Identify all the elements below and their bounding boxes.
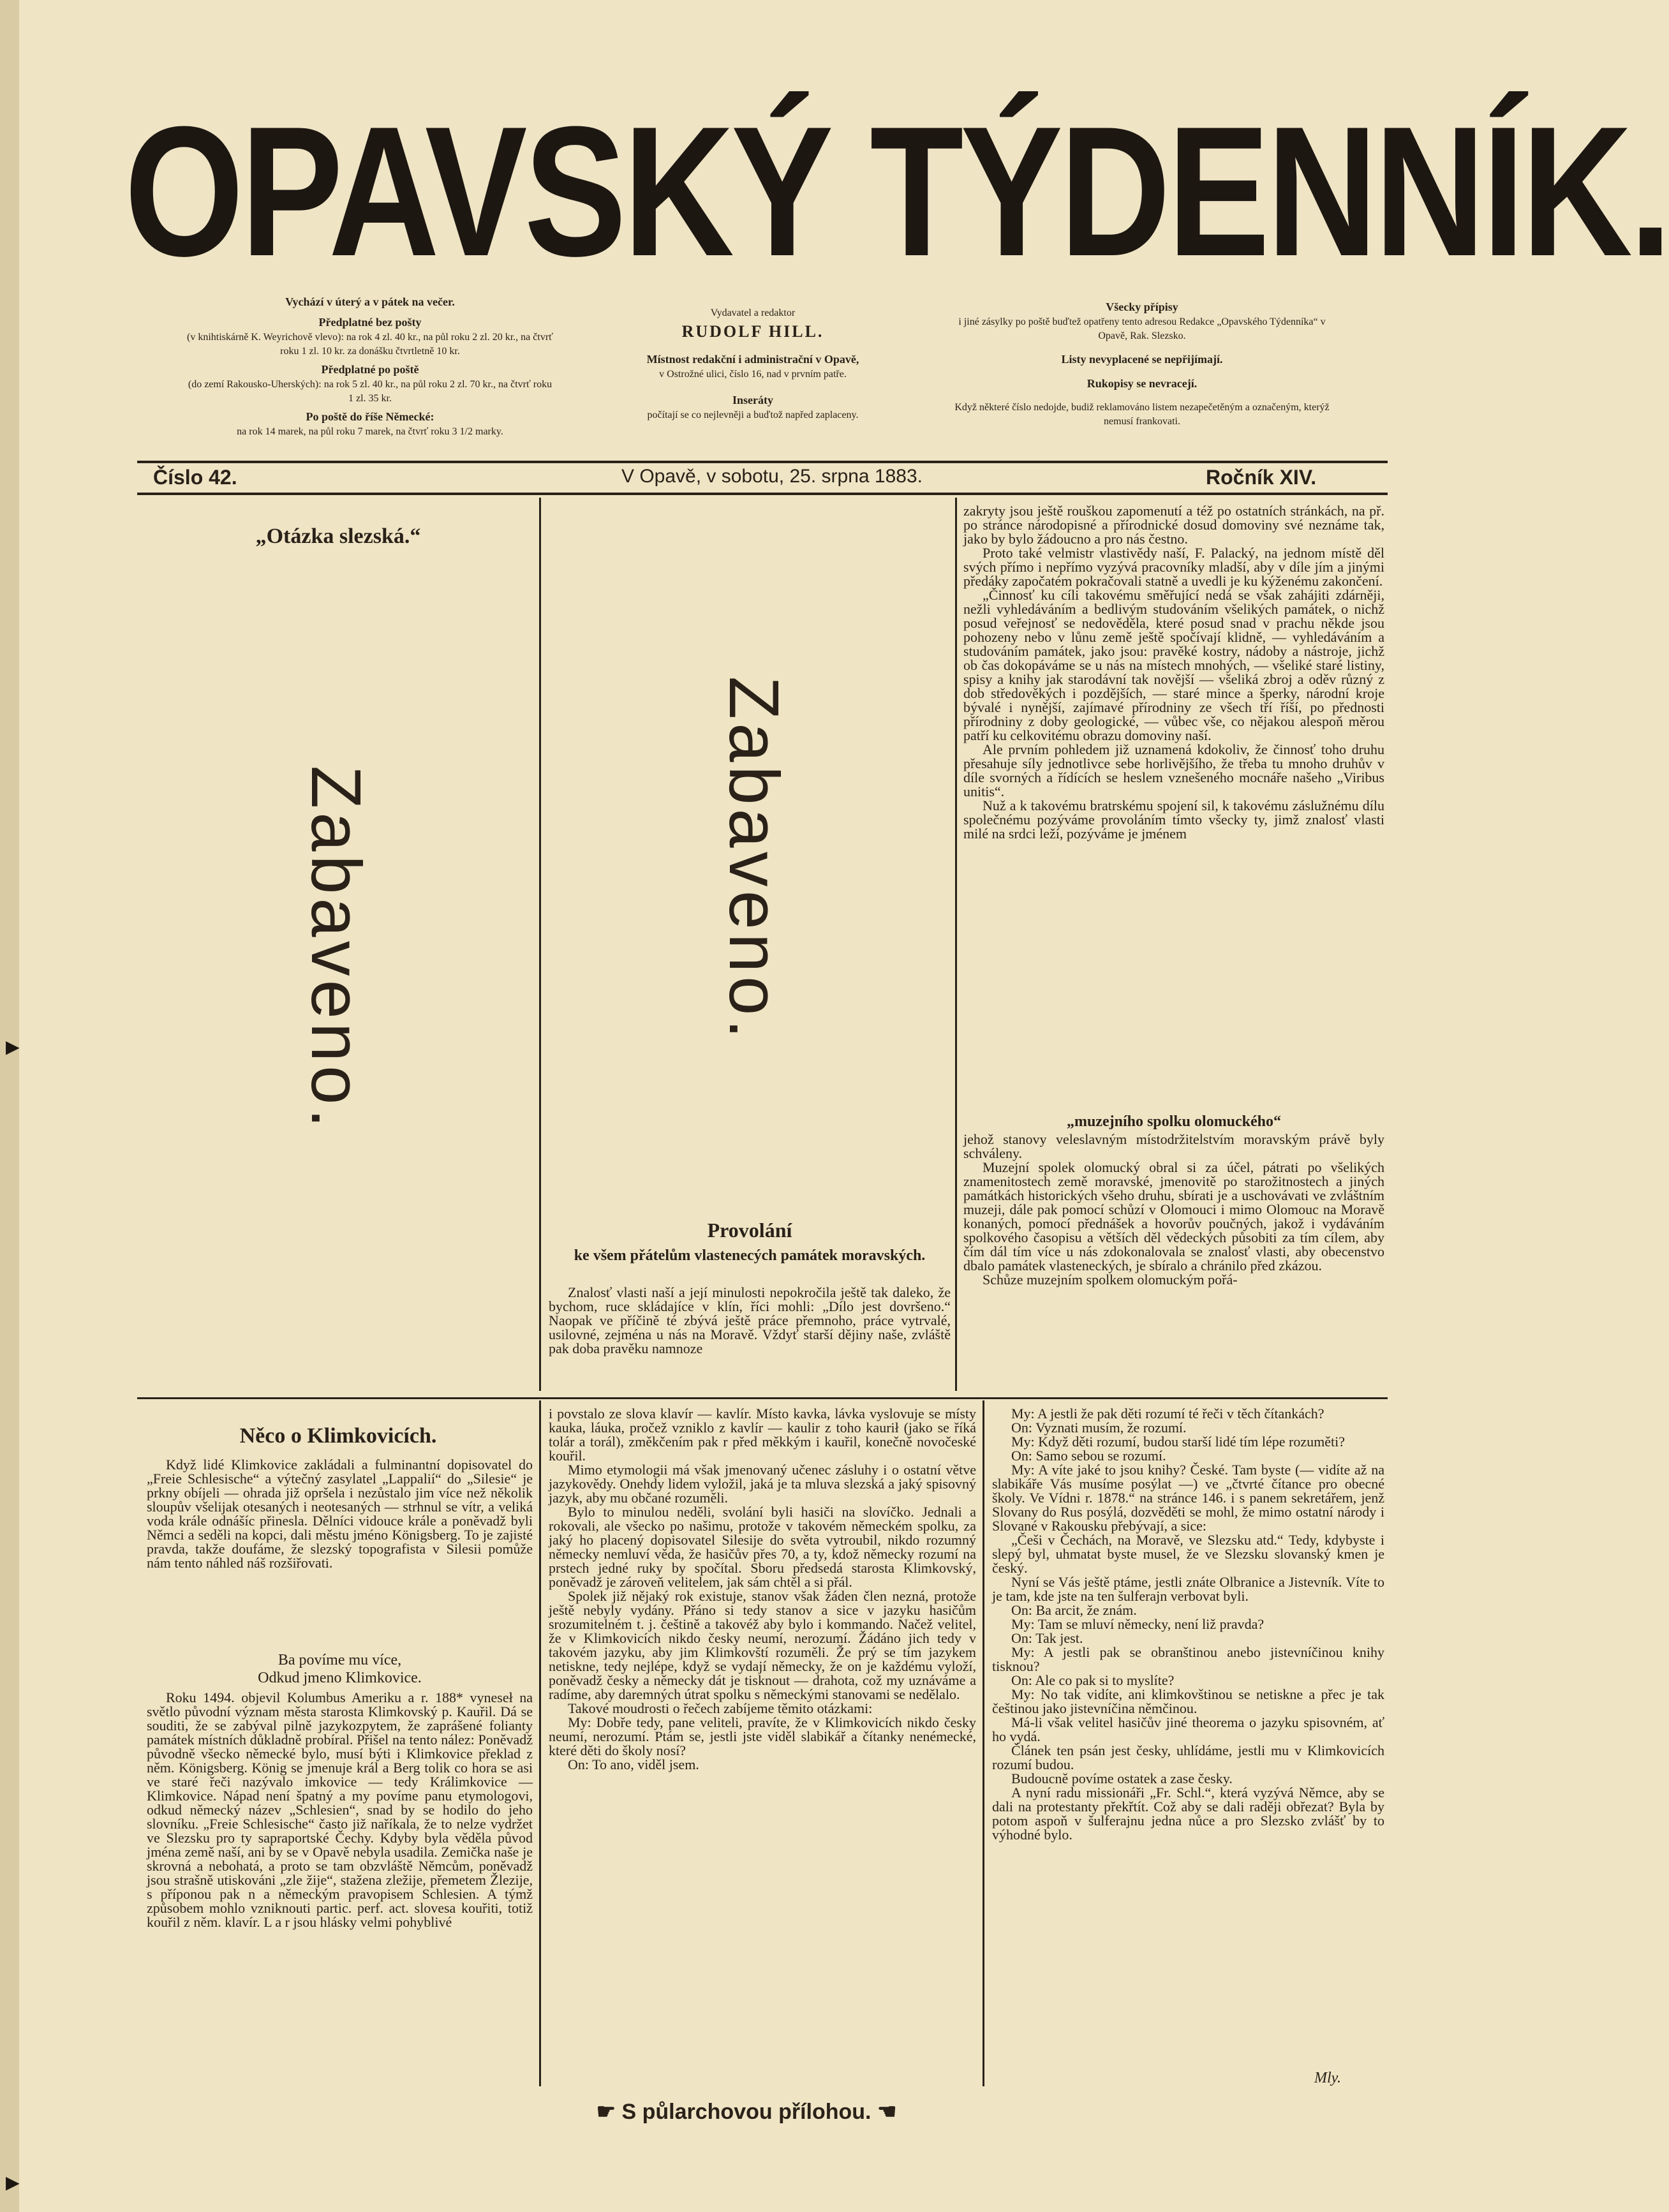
manuscripts-note: Rukopisy se nevracejí. xyxy=(1087,377,1198,390)
supplement-text: S půlarchovou přílohou. xyxy=(621,2100,872,2124)
paragraph: „Češi v Čechách, na Moravě, ve Slezsku atd.“ Tedy, kdybyste i slepý byl, uhmatat byste musel, že ve Slezsku slovanský kmen je český. xyxy=(992,1532,1384,1576)
paragraph: jehož stanovy veleslavným místodržitelstvím moravským právě byly schváleny. xyxy=(963,1131,1384,1161)
article-title-otazka: „Otázka slezská.“ xyxy=(255,524,421,548)
paragraph: Budoucně povíme ostatek a zase česky. xyxy=(1011,1770,1233,1786)
verse xyxy=(147,1651,533,1687)
article-body xyxy=(549,1407,976,2090)
paragraph: Znalosť vlasti naší a její minulosti nepokročila ještě tak daleko, že bychom, ruce skládajíce v klín, říci mohli: „Dílo jest dovršeno.“ Naopak ve příčině té zbývá ještě práce přemnoho, práce vytrvalé, usilovné, zejména u nás na Moravě. Vždyť starší dějiny naše, zvláště pak doba pravěku namnoze xyxy=(549,1284,951,1356)
issue-date: V Opavě, v sobotu, 25. srpna 1883. xyxy=(621,466,923,487)
paragraph: On: Ale co pak si to myslíte? xyxy=(1011,1672,1175,1688)
paragraph: Spolek již nějaký rok existuje, stanov však žáden člen nezná, protože ještě nebyly vydány. Přáno si tedy stanov a sice v jazyku hasičům srozumitelném t. j. češtině a takovéž aby bylo i kommando. Načež velitel, že v Klimkovicích nikdo česky neumí, nerozumí. Žádáno jich tedy v takovém jazyku, aby jim Klimkovští rozuměli. Že prý se tím jazykem netiskne, tedy nejlépe, když se vydají německy, že on je každému vyloží, poněvadž česky a německy dát je tisknout — drahota, což my uznáváme a radíme, aby daremných útrat spolku s německými stanovami se nedělalo. xyxy=(549,1588,976,1702)
page-binding-edge xyxy=(0,0,19,2212)
correspondence-title: Všecky přípisy xyxy=(1106,301,1178,313)
paragraph: Nuž a k takovému bratrskému spojení sil, k takovému záslužnému dílu společnému pozýváme provoláním tímto všecky ty, jimž znalosť vlasti milé na srdci leží, pozýváme je jménem xyxy=(963,798,1384,842)
complaint-note: Když některé číslo nedojde, budiž reklamováno listem nezapečetěným a označeným, kterýž nemusí frankovati. xyxy=(954,402,1330,427)
header-center xyxy=(593,306,912,422)
paragraph: On: To ano, viděl jsem. xyxy=(568,1756,699,1772)
section-divider xyxy=(137,1397,1388,1399)
header-right xyxy=(951,300,1333,429)
article-body xyxy=(549,1286,951,1381)
paragraph: My: A víte jaké to jsou knihy? České. Tam byste (— vidíte až na slabikáře Vás musíme posýlat —) ve „čtvrté čítance pro obecné školy. Ve Vídni r. 1878.“ na stránce 146. i s panem sekretářem, jenž Slovany do Rus posýlá, dozvěděti se mohl, že mimo ostatní národy i Slované v Rakousku přebývají, a sice: xyxy=(992,1462,1384,1534)
paragraph: On: Samo sebou se rozumí. xyxy=(1011,1448,1166,1464)
paragraph: Schůze muzejním spolkem olomuckým pořá- xyxy=(983,1272,1238,1288)
office-address: v Ostrožné ulici, číslo 16, nad v prvním patře. xyxy=(659,369,847,380)
issue-number: Číslo 42. xyxy=(153,466,237,489)
paragraph: On: Tak jest. xyxy=(1011,1630,1083,1646)
issue-volume: Ročník XIV. xyxy=(1206,466,1317,489)
supplement-notice xyxy=(536,2099,957,2125)
article-subtitle-provolani: ke všem přátelům vlastenecých památek moravských. xyxy=(574,1247,926,1264)
paragraph: Roku 1494. objevil Kolumbus Ameriku a r. 188* vyneseł na světlo původní význam města starosta Klimkovský p. Kauřil. Dá se souditi, že se zabýval pilně jazykozpytem, že zaprášené folianty památek místních důkladně probíral. Přišel na tento nález: Poněvadž původně všecko německé bylo, musí býti i Klimkovice překlad z něm. Königsberg. König se jmenuje král a Berg tolik co hora se asi ve staré řeči nazývalo imkovice — tedy Králimkovice — Klimkovice. Nápad není špatný a my povíme panu etymologovi, odkud německý název „Schlesien“, snad by se hodilo do jeho slovníku. „Freie Schlesische“ často již naříkala, že to nelze vydržet ve Slezsku pro ty sapraportské Čechy. Kdyby byla věděla původ jména země naší, ani by se v Opavě nebyla usadila. Zemička naše je skrovná a nebohatá, a proto se tam obzvláště Němcům, poněvadž jsou strašně utiskováni „zle žije“, stažena zležije, přemetem Žlezije, s příponou pak n a německým pravopisem Schlesien. A týmž způsobem mohlo vzniknouti partic. perf. act. slovesa kouřiti, totiž kouřil z něm. klavír. L a r jsou hlásky velmi pohyblivé xyxy=(147,1689,533,1930)
paragraph: „Činnosť ku cíli takovému směřující nedá se však zahájiti zdárněji, nežli vyhledáváním a bedlivým studováním všelikých památek, o nichž posud veřejnosť se nedověděla, které posud snad v prachu někde jsou pohozeny nebo v lůnu země ještě spočívají klidně, — vyhledáváním a studováním památek, jako jsou: pravěké kostry, nádoby a nástroje, jichž ob čas dokopáváme se u nás na místech mnohých, — všeliké staré listiny, spisy a knihy jak starodávní tak novější — všeliká zbroj a oděv různý z dob středověkých i pozdějších, — staré mince a šperky, národní kroje bývalé i nynější, zajímavé přírodniny ze všech tří říší, po přednosti přírodniny z doby geologické, — vůbec vše, co nějakou alespoň měrou patří ku celkovitému obrazu domoviny naší. xyxy=(963,587,1384,743)
paragraph: Bylo to minulou neděli, svolání byli hasiči na slovíčko. Jednali a rokovali, ale všecko po našimu, protože v takovém německém spolku, za jaký ho placený dopisovatel Silesije do světa vytroubil, nikdo rozumný německy nemluví věda, že hasičův přes 70, a ty, kdož německy rozumí na prstech jedné ruky by spočítal. Sboru předsedá starosta Klimkovský, poněvadž je zároveň velitelem, jak sám chtěl a si přál. xyxy=(549,1504,976,1590)
subscription-post-title: Předplatné po poště xyxy=(321,363,419,376)
subscription-post-text: (do zemí Rakousko-Uherských): na rok 5 zl. 40 kr., na půl roku 2 zl. 70 kr., na čtvrť roku 1 zl. 35 kr. xyxy=(188,379,553,404)
issue-bar-top-rule xyxy=(137,461,1388,463)
paragraph: On: Vyznati musím, že rozumí. xyxy=(1011,1420,1187,1436)
binding-arrow-icon: ► xyxy=(1,1034,24,1060)
paragraph: My: Když děti rozumí, budou starší lidé tím lépe rozuměti? xyxy=(1011,1434,1345,1450)
article-title-klimkovice: Něco o Klimkovicích. xyxy=(239,1424,437,1448)
article-body xyxy=(963,1132,1384,1388)
ads-text: počítají se co nejlevněji a buďtož napřed zaplaceny. xyxy=(647,410,859,420)
paragraph: My: Dobře tedy, pane veliteli, pravíte, že v Klimkovicích nikdo česky neumí, nerozumí. Ptám se, jestli jste viděl slabikář a čítanky nenémecké, které děti do školy nosí? xyxy=(549,1714,976,1758)
unpaid-letters-note: Listy nevyplacené se nepřijímají. xyxy=(1061,353,1223,366)
publisher-name: RUDOLF HILL. xyxy=(681,322,824,341)
article-signature: Mly. xyxy=(1314,2070,1341,2086)
article-body xyxy=(147,1691,533,2086)
masthead xyxy=(124,88,1669,295)
publisher-label: Vydavatel a redaktor xyxy=(710,308,796,318)
paragraph: My: Tam se mluví německy, není liž pravda? xyxy=(1011,1616,1265,1632)
paragraph: Takové moudrosti o řečech zabíjeme těmito otázkami: xyxy=(568,1700,873,1716)
ads-title: Inseráty xyxy=(732,394,773,406)
paragraph: i povstalo ze slova klavír — kavlír. Místo kavka, lávka vyslovuje se místy kauka, láuka, pročež vzniklo z kavlír — kaulir z toho kaurił (jako se říká tolár a torál), změkčením pak r před měkkým i kauřil, konečně novočeské kouřil. xyxy=(549,1406,976,1464)
header-left xyxy=(185,295,555,439)
article-body xyxy=(147,1458,533,1649)
paragraph: My: A jestli že pak děti rozumí té řeči v těch čítankách? xyxy=(1011,1406,1324,1421)
paragraph: My: A jestli pak se obranštinou anebo jistevníčinou knihy tisknou? xyxy=(992,1644,1384,1674)
censored-stamp: Zabaveno. xyxy=(297,766,375,1132)
paragraph: Mimo etymologii má však jmenovaný učenec zásluhy i o ostatní větve jazykovědy. Onehdy lidem vyložil, jaká je ta mluva slezská a jaký spisovný jazyk, aby mu občané rozuměli. xyxy=(549,1462,976,1506)
column-rule xyxy=(539,498,541,1391)
verse-line: Ba povíme mu více, xyxy=(278,1652,402,1668)
paragraph: On: Ba arcit, že znám. xyxy=(1011,1602,1137,1618)
masthead-title: OPAVSKÝ TÝDENNÍK. xyxy=(124,88,1669,295)
verse-line: Odkud jmeno Klimkovice. xyxy=(258,1670,422,1686)
subscription-germany-title: Po poště do říše Německé: xyxy=(306,410,434,423)
issue-bar-bottom-rule xyxy=(137,493,1388,495)
paragraph: Ale prvním pohledem již uznamená kdokoliv, že činnosť toho druhu přesahuje síly jednotlivce sebe horlivějšího, že třeba tu mnoho druhův v díle svorných a řídících se heslem vznešeného mocnáře našeho „Viribus unitis“. xyxy=(963,741,1384,799)
column-rule xyxy=(983,1400,984,2086)
subscription-local-text: (v knihtiskárně K. Weyrichově vlevo): na rok 4 zl. 40 kr., na půl roku 2 zl. 20 kr., na čtvrť roku 1 zl. 10 kr. za donášku čtvrtletně 10 kr. xyxy=(186,332,553,357)
paragraph: A nyní radu missionáři „Fr. Schl.“, která vyzývá Němce, aby se dali na protestanty překřtít. Což aby se dali raději obřezat? Byla by potom aspoň v šulferajnu jedna nůce a pro Slezsko zvlášť by to výhodné bylo. xyxy=(992,1785,1384,1843)
paragraph: Když lidé Klimkovice zakládali a fulminantní dopisovatel do „Freie Schlesische“ a výtečný zasylatel „Lappalií“ do „Silesie“ je prkny obíjeli — ohrada již opršela i nezůstalo jim více než několik sloupův všelijak otesaných i neotesaných — strhnul se vítr, a veliká voda krále odnášíc přinesla. Dělníci vidouce krále a poněvadž byli Němci a seděli na kopci, dali městu jméno Königsberg. To je zajisté pravda, takže doufáme, že slezský topografista v Silesii pomůže nám tento náhled náš rozšiřovati. xyxy=(147,1457,533,1571)
article-body xyxy=(963,504,1384,1117)
subscription-germany-text: na rok 14 marek, na půl roku 7 marek, na čtvrť roku 3 1/2 marky. xyxy=(237,426,503,437)
censored-stamp: Zabaveno. xyxy=(715,676,793,1043)
pointing-hand-icon: ☛ xyxy=(596,2100,616,2124)
correspondence-text: i jiné zásylky po poště buďtež opatřeny tento adresou Redakce „Opavského Týdenníka“ v Opavě, Rak. Slezsko. xyxy=(958,316,1326,341)
paragraph: Článek ten psán jest česky, uhlídáme, jestli mu v Klimkovicích rozumí budou. xyxy=(992,1742,1384,1772)
paragraph: Muzejní spolek olomucký obral si za účel, pátrati po všelikých znamenitostech země moravské, jmenovitě po starožitnostech a jiných památkách historických všeho druhu, sbírati je a uschovávati ve zvláštním muzeji, dále pak pomocí schůzí v Olomouci i mimo Olomouc na Moravě konaných, pomocí přednášek a hovorův poučných, jakož i vydáváním spolkového časopisu a větších děl vědeckých působiti za tím cílem, aby čím dál tím více u nás zdokonalovala se znalosť vlasti, aby obecenstvo dbalo památek vlasteneckých, je sbíralo a chránilo před zkázou. xyxy=(963,1159,1384,1273)
paragraph: Má-li však velitel hasičův jiné theorema o jazyku spisovném, ať ho vydá. xyxy=(992,1714,1384,1744)
paragraph: Nyní se Vás ještě ptáme, jestli znáte Olbranice a Jistevník. Víte to je tam, kde jste na ten šulferajn verbovat byli. xyxy=(992,1574,1384,1604)
binding-arrow-icon: ► xyxy=(1,2170,24,2195)
section-heading: „muzejního spolku olomuckého“ xyxy=(1066,1113,1282,1130)
pointing-hand-icon: ☚ xyxy=(877,2100,897,2124)
paragraph: My: No tak vidíte, ani klimkovštinou se netiskne a přec je tak češtinou jako jistevníčina němčinou. xyxy=(992,1686,1384,1716)
column-rule xyxy=(539,1400,541,2086)
column-rule xyxy=(955,498,957,1391)
publication-schedule: Vychází v úterý a v pátek na večer. xyxy=(285,295,455,308)
paragraph: Proto také velmistr vlastivědy naší, F. Palacký, na jednom místě děl svých přímo i nepřímo vyzývá pracovníky mladší, aby v díle jím a jinými předáky započatém pokračovali statně a uvedli je ku kýženému zakončení. xyxy=(963,545,1384,589)
article-body xyxy=(992,1407,1384,2090)
subscription-local-title: Předplatné bez pošty xyxy=(318,316,422,329)
article-title-provolani: Provolání xyxy=(707,1219,792,1242)
paragraph: zakryty jsou ještě rouškou zapomenutí a též po ostatních stránkách, na př. po stránce národopisné a přírodnické dosud domoviny své neznáme tak, jako by bylo žádoucno a pro nás čestno. xyxy=(963,503,1384,547)
office-title: Místnost redakční i administrační v Opavě, xyxy=(646,353,859,366)
